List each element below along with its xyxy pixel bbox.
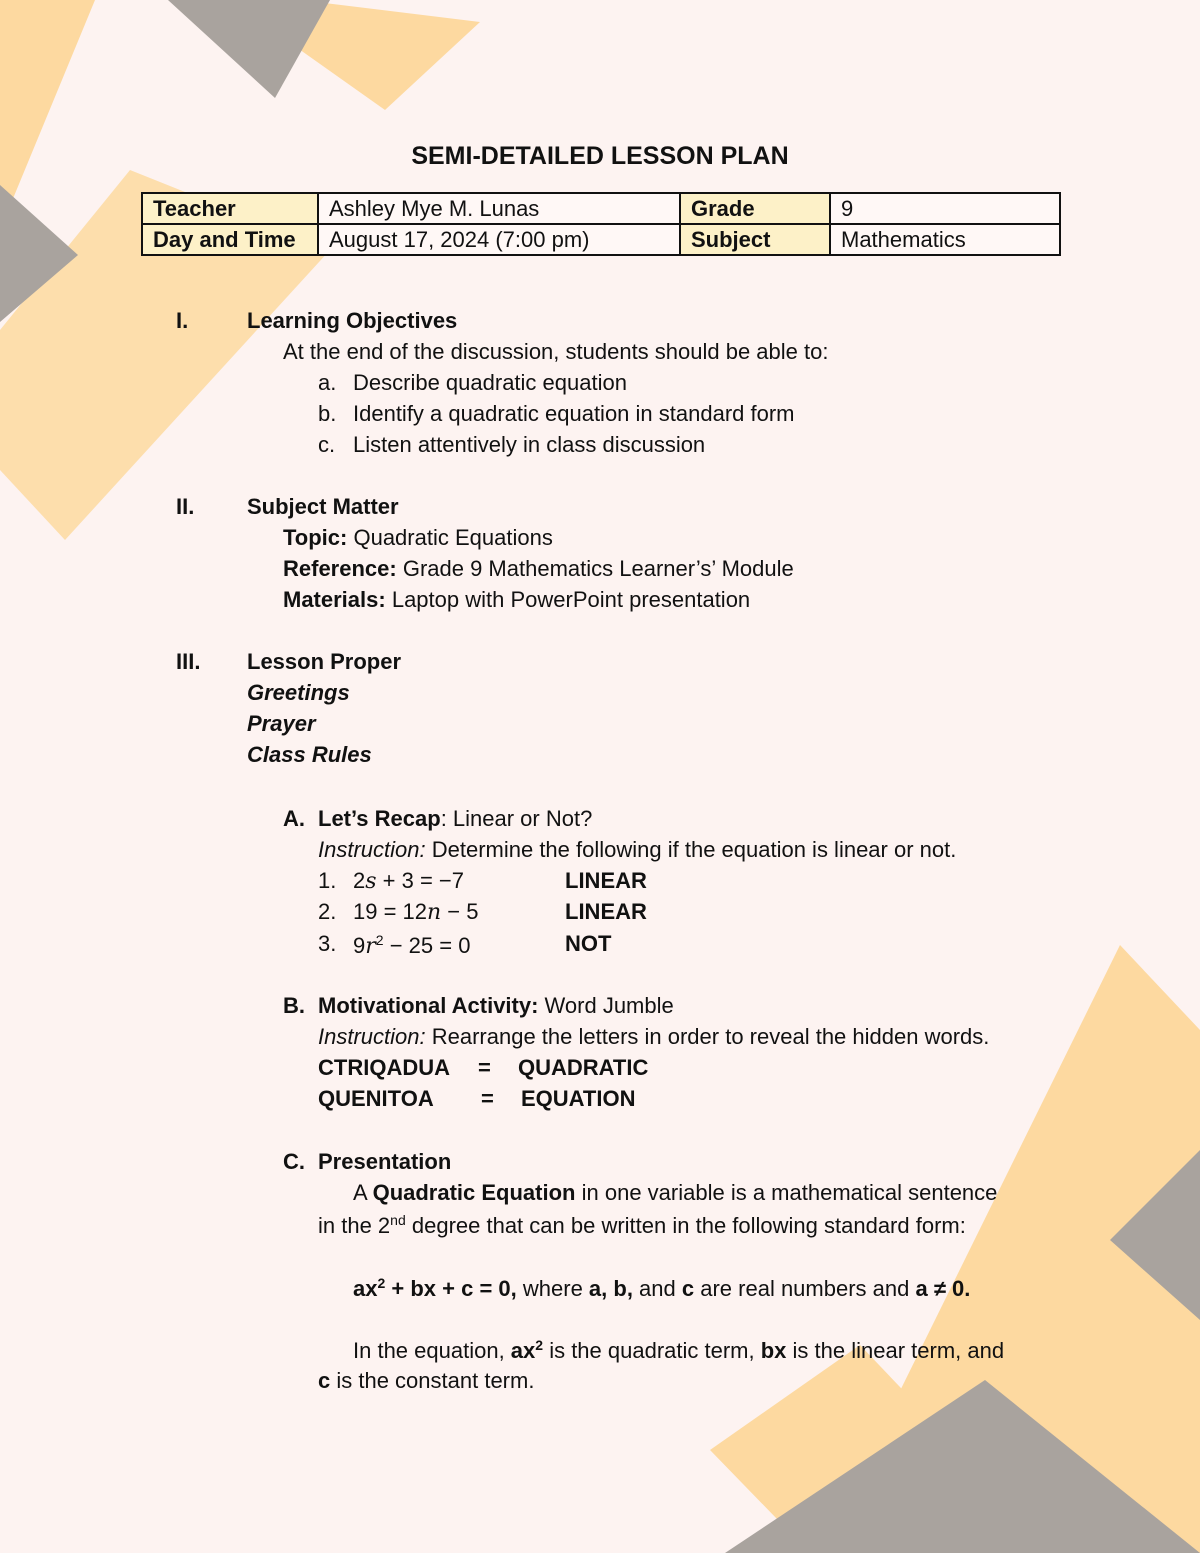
daytime-value: August 17, 2024 (7:00 pm)	[318, 224, 680, 255]
section-numeral: II.	[176, 494, 195, 519]
instruction-text: Determine the following if the equation is linear or not.	[425, 837, 957, 862]
topic-label: Topic:	[283, 525, 348, 550]
list-marker: 1.	[318, 868, 337, 893]
equation	[353, 901, 479, 924]
text-run: c	[681, 1276, 695, 1301]
list-marker: 3.	[318, 931, 337, 956]
section-heading-objectives: Learning Objectives	[247, 308, 458, 333]
equation-part: + 3 = −7	[376, 868, 465, 893]
unjumbled-word: QUADRATIC	[518, 1055, 649, 1080]
subject-label: Subject	[680, 224, 830, 255]
equation-variable: n	[427, 900, 442, 925]
equation-part: − 25 = 0	[383, 933, 471, 958]
text-run: in the 2	[318, 1213, 391, 1238]
teacher-value: Ashley Mye M. Lunas	[318, 193, 680, 224]
instruction-label: Instruction:	[318, 1024, 426, 1049]
instruction-text: Rearrange the letters in order to reveal the hidden words.	[425, 1024, 990, 1049]
text-run: + bx + c = 0,	[385, 1276, 517, 1301]
text-run: is the constant term.	[330, 1368, 535, 1393]
list-item: Describe quadratic equation	[353, 370, 627, 395]
subsection-letter: B.	[283, 993, 305, 1018]
instruction-label: Instruction:	[318, 837, 426, 862]
grade-label: Grade	[680, 193, 830, 224]
text-run: a, b,	[588, 1276, 633, 1301]
equation-part: 19 = 12	[353, 899, 428, 924]
page-title: SEMI-DETAILED LESSON PLAN	[411, 142, 789, 170]
daytime-label: Day and Time	[142, 224, 318, 255]
text-run: in one variable is a mathematical sentence	[575, 1180, 998, 1205]
equation-exponent: 2	[375, 932, 384, 948]
text-run: where	[516, 1276, 589, 1301]
recap-title: Let’s Recap	[318, 806, 441, 831]
grade-value: 9	[830, 193, 1060, 224]
list-item: Identify a quadratic equation in standard form	[353, 401, 795, 426]
section-numeral: I.	[176, 308, 189, 333]
recap-heading	[318, 808, 592, 830]
subsection-letter: A.	[283, 806, 305, 831]
terms-line	[318, 1370, 534, 1392]
jumbled-word: QUENITOA	[318, 1086, 434, 1111]
reference-line	[283, 558, 794, 580]
motivation-subtitle: Word Jumble	[538, 993, 674, 1018]
table-row	[142, 224, 1060, 255]
list-item: Listen attentively in class discussion	[353, 432, 706, 457]
topic-value: Quadratic Equations	[347, 525, 553, 550]
text-run: and	[632, 1276, 682, 1301]
recap-answer: NOT	[565, 931, 612, 956]
prelim-prayer: Prayer	[247, 711, 316, 736]
equals-sign: =	[478, 1055, 491, 1080]
prelim-greetings: Greetings	[247, 680, 350, 705]
teacher-label: Teacher	[142, 193, 318, 224]
reference-value: Grade 9 Mathematics Learner’s’ Module	[396, 556, 794, 581]
motivation-heading	[318, 995, 674, 1017]
term-quadratic-equation: Quadratic Equation	[372, 1180, 576, 1205]
motivation-instruction	[318, 1026, 989, 1048]
jumbled-word: CTRIQADUA	[318, 1055, 450, 1080]
definition-line	[318, 1213, 966, 1237]
recap-answer: LINEAR	[565, 868, 647, 893]
recap-instruction	[318, 839, 956, 861]
text-run: degree that can be written in the following standard form:	[405, 1213, 966, 1238]
section-heading-subject-matter: Subject Matter	[247, 494, 399, 519]
equation-variable: r	[365, 934, 376, 959]
equals-sign: =	[481, 1086, 494, 1111]
text-run: A	[353, 1180, 373, 1205]
list-marker: b.	[318, 401, 337, 426]
equation	[353, 870, 464, 893]
text-run: is the linear term, and	[786, 1338, 1005, 1363]
reference-label: Reference:	[283, 556, 397, 581]
table-row	[142, 193, 1060, 224]
superscript: nd	[390, 1212, 406, 1228]
list-marker: a.	[318, 370, 337, 395]
unjumbled-word: EQUATION	[521, 1086, 636, 1111]
materials-label: Materials:	[283, 587, 386, 612]
equation-part: − 5	[441, 899, 479, 924]
text-run: bx	[760, 1338, 787, 1363]
section-heading-lesson-proper: Lesson Proper	[247, 649, 402, 674]
objectives-intro: At the end of the discussion, students should be able to:	[283, 339, 829, 364]
text-run: is the quadratic term,	[543, 1338, 761, 1363]
text-run: are real numbers and	[694, 1276, 916, 1301]
materials-line	[283, 589, 750, 611]
superscript: 2	[377, 1275, 386, 1291]
presentation-title: Presentation	[318, 1149, 452, 1174]
subsection-letter: C.	[283, 1149, 305, 1174]
text-run: ax	[510, 1338, 536, 1363]
text-run: a ≠ 0.	[915, 1276, 971, 1301]
recap-subtitle: : Linear or Not?	[440, 806, 593, 831]
info-table	[141, 192, 1061, 256]
text-run: In the equation,	[353, 1338, 511, 1363]
motivation-title: Motivational Activity:	[318, 993, 539, 1018]
text-run: ax	[353, 1276, 378, 1301]
recap-answer: LINEAR	[565, 899, 647, 924]
list-marker: c.	[318, 432, 336, 457]
equation	[353, 933, 470, 958]
equation-variable: s	[365, 869, 377, 894]
equation-part: 9	[353, 933, 366, 958]
materials-value: Laptop with PowerPoint presentation	[385, 587, 751, 612]
superscript: 2	[535, 1337, 544, 1353]
terms-line	[353, 1338, 1004, 1362]
standard-form-formula	[353, 1276, 970, 1300]
topic-line	[283, 527, 553, 549]
equation-part: 2	[353, 868, 366, 893]
list-marker: 2.	[318, 899, 337, 924]
prelim-class-rules: Class Rules	[247, 742, 372, 767]
definition-line	[353, 1182, 997, 1204]
subject-value: Mathematics	[830, 224, 1060, 255]
section-numeral: III.	[176, 649, 201, 674]
text-run: c	[318, 1368, 331, 1393]
